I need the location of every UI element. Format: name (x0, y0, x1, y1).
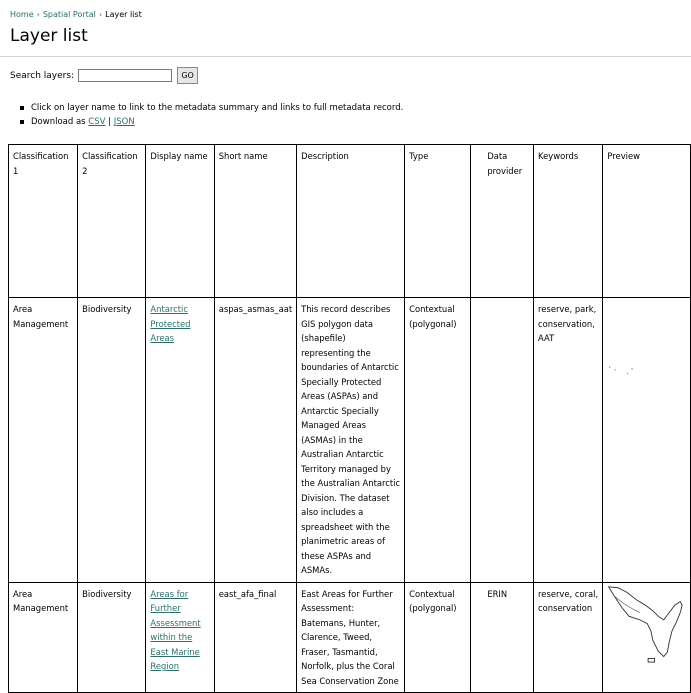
cell-short-name: east_afa_final (214, 582, 296, 693)
breadcrumb (10, 10, 142, 20)
json-download-link[interactable]: JSON (113, 117, 135, 127)
header-type: Type (405, 145, 471, 298)
cell-classification-1: Area Management (9, 582, 78, 693)
breadcrumb-home-link[interactable]: Home (10, 10, 34, 19)
header-classification-1: Classification 1 (9, 145, 78, 298)
cell-classification-1: Area Management (9, 298, 78, 583)
download-divider: | (108, 117, 112, 127)
cell-classification-2: Biodiversity (78, 298, 146, 583)
cell-data-provider (471, 298, 534, 583)
cell-type: Contextual (polygonal) (405, 582, 471, 693)
cell-keywords: reserve, coral, conservation (534, 582, 603, 693)
search-input[interactable] (78, 69, 172, 82)
page-title: Layer list (10, 26, 88, 46)
breadcrumb-current: Layer list (105, 10, 142, 19)
cell-short-name: aspas_asmas_aat (214, 298, 296, 583)
cell-data-provider: ERIN (471, 582, 534, 693)
cell-type: Contextual (polygonal) (405, 298, 471, 583)
breadcrumb-separator: › (36, 10, 40, 19)
cell-preview (603, 298, 691, 583)
table-row (9, 298, 691, 583)
cell-description: This record describes GIS polygon data (shapefile) representing the boundaries of Antarctic Specially Protected Areas (ASPAs) and Antarctic Specially Managed Areas (ASMAs) in the Australian Antarctic Territory managed by the Australian Antarctic Division. The dataset also includes a spreadsheet with the planimetric areas of these ASPAs and ASMAs. (297, 298, 405, 583)
breadcrumb-separator: › (98, 10, 103, 19)
cell-classification-2: Biodiversity (78, 582, 146, 693)
go-button[interactable]: GO (177, 67, 198, 84)
layer-link-antarctic-protected-areas[interactable]: Antarctic Protected Areas (150, 304, 191, 343)
header-description: Description (297, 145, 405, 298)
layer-link-east-marine-region[interactable]: Areas for Further Assessment within the East Marine Region (150, 588, 201, 671)
download-label: Download as (31, 117, 86, 127)
header-preview: Preview (603, 145, 691, 298)
header-keywords: Keywords (534, 145, 603, 298)
preview-thumbnail-antarctic (607, 302, 686, 507)
header-classification-2: Classification 2 (78, 145, 146, 298)
search-bar (10, 67, 198, 84)
info-list (20, 102, 403, 130)
table-row (9, 582, 691, 693)
cell-display-name (146, 298, 214, 583)
header-data-provider: Data provider (471, 145, 534, 298)
cell-keywords: reserve, park, conservation, AAT (534, 298, 603, 583)
header-display-name: Display name (146, 145, 214, 298)
layer-table (8, 144, 691, 693)
header-divider (0, 56, 691, 57)
search-label: Search layers: (10, 70, 75, 81)
cell-description: East Areas for Further Assessment: Batemans, Hunter, Clarence, Tweed, Fraser, Tasmantid, Norfolk, plus the Coral Sea Conservation Zone (297, 582, 405, 693)
breadcrumb-portal-link[interactable]: Spatial Portal (42, 10, 96, 19)
cell-display-name (146, 582, 214, 693)
info-metadata-text: Click on layer name to link to the metadata summary and links to full metadata record. (31, 103, 404, 113)
header-short-name: Short name (214, 145, 296, 298)
preview-thumbnail-east-marine (605, 585, 688, 666)
info-item-metadata (20, 102, 403, 116)
table-header-row (9, 145, 691, 298)
cell-preview (603, 582, 691, 693)
csv-download-link[interactable]: CSV (88, 117, 106, 127)
info-item-download (20, 116, 403, 130)
